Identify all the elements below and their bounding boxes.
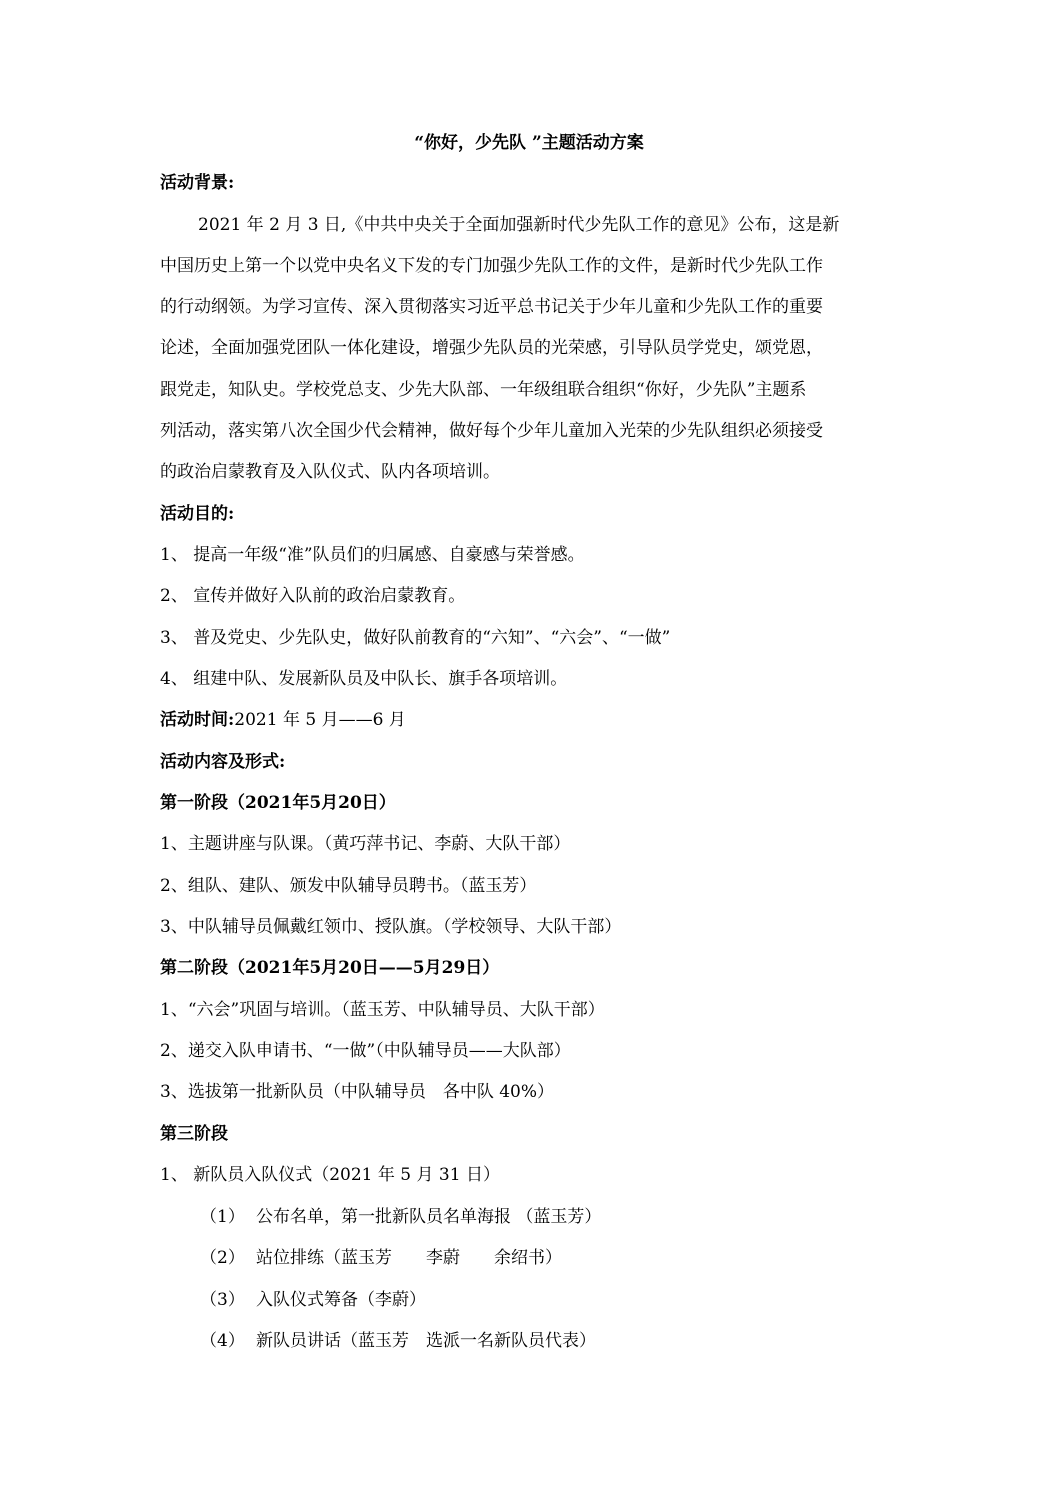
stage1-heading: 第一阶段（2021年5月20日）: [160, 793, 396, 813]
background-line: 跟党走，知队史。学校党总支、少先大队部、一年级组联合组织“你好，少先队”主题系: [160, 380, 807, 400]
background-line: 的政治启蒙教育及入队仪式、队内各项培训。: [160, 462, 500, 482]
background-line: 论述，全面加强党团队一体化建设，增强少先队员的光荣感，引导队员学党史，颂党恩，: [160, 338, 823, 358]
subitem-number: （1）: [200, 1207, 245, 1227]
stage1-item: 2、组队、建队、颁发中队辅导员聘书。（蓝玉芳）: [160, 876, 537, 896]
subitem-text: 公布名单，第一批新队员名单海报 （蓝玉芳）: [256, 1207, 602, 1227]
stage3-heading: 第三阶段: [160, 1124, 228, 1144]
document-title: “你好，少先队 ”主题活动方案: [414, 133, 644, 153]
background-heading: 活动背景:: [160, 173, 235, 193]
subitem-number: （2）: [200, 1248, 245, 1268]
goal-item: 3、 普及党史、少先队史，做好队前教育的“六知”、“六会”、“一做”: [160, 628, 671, 648]
stage2-item: 1、“六会”巩固与培训。（蓝玉芳、中队辅导员、大队干部）: [160, 1000, 605, 1020]
background-line: 列活动，落实第八次全国少代会精神，做好每个少年儿童加入光荣的少先队组织必须接受: [160, 421, 823, 441]
stage1-item: 1、主题讲座与队课。（黄巧萍书记、李蔚、大队干部）: [160, 834, 571, 854]
stage3-subitem: [200, 1329, 940, 1353]
subitem-text: 站位排练（蓝玉芳 李蔚 余绍书）: [256, 1248, 562, 1268]
stage2-item: 3、选拔第一批新队员（中队辅导员 各中队 40%）: [160, 1082, 555, 1102]
stage3-item: 1、 新队员入队仪式（2021 年 5 月 31 日）: [160, 1165, 500, 1185]
subitem-text: 新队员讲话（蓝玉芳 选派一名新队员代表）: [256, 1331, 596, 1351]
stage2-item: 2、递交入队申请书、“一做”（中队辅导员——大队部）: [160, 1041, 571, 1061]
background-line: 2021 年 2 月 3 日,《中共中央关于全面加强新时代少先队工作的意见》公布，这是新: [198, 215, 840, 235]
stage1-item: 3、中队辅导员佩戴红领巾、授队旗。（学校领导、大队干部）: [160, 917, 622, 937]
subitem-number: （3）: [200, 1290, 245, 1310]
stage3-subitem: [200, 1246, 940, 1270]
activity-time-label: 活动时间:: [160, 710, 235, 730]
goals-heading: 活动目的:: [160, 504, 235, 524]
stage2-heading: 第二阶段（2021年5月20日——5月29日）: [160, 958, 500, 978]
subitem-text: 入队仪式筹备（李蔚）: [256, 1290, 426, 1310]
subitem-number: （4）: [200, 1331, 245, 1351]
stage3-subitem: [200, 1288, 940, 1312]
background-line: 的行动纲领。为学习宣传、深入贯彻落实习近平总书记关于少年儿童和少先队工作的重要: [160, 297, 823, 317]
goal-item: 4、 组建中队、发展新队员及中队长、旗手各项培训。: [160, 669, 568, 689]
activity-time: [160, 708, 900, 732]
goal-item: 2、 宣传并做好入队前的政治启蒙教育。: [160, 586, 466, 606]
content-heading: 活动内容及形式:: [160, 752, 286, 772]
stage3-subitem: [200, 1205, 940, 1229]
goal-item: 1、 提高一年级“准”队员们的归属感、自豪感与荣誉感。: [160, 545, 585, 565]
activity-time-value: 2021 年 5 月——6 月: [234, 710, 406, 730]
background-line: 中国历史上第一个以党中央名义下发的专门加强少先队工作的文件，是新时代少先队工作: [160, 256, 823, 276]
